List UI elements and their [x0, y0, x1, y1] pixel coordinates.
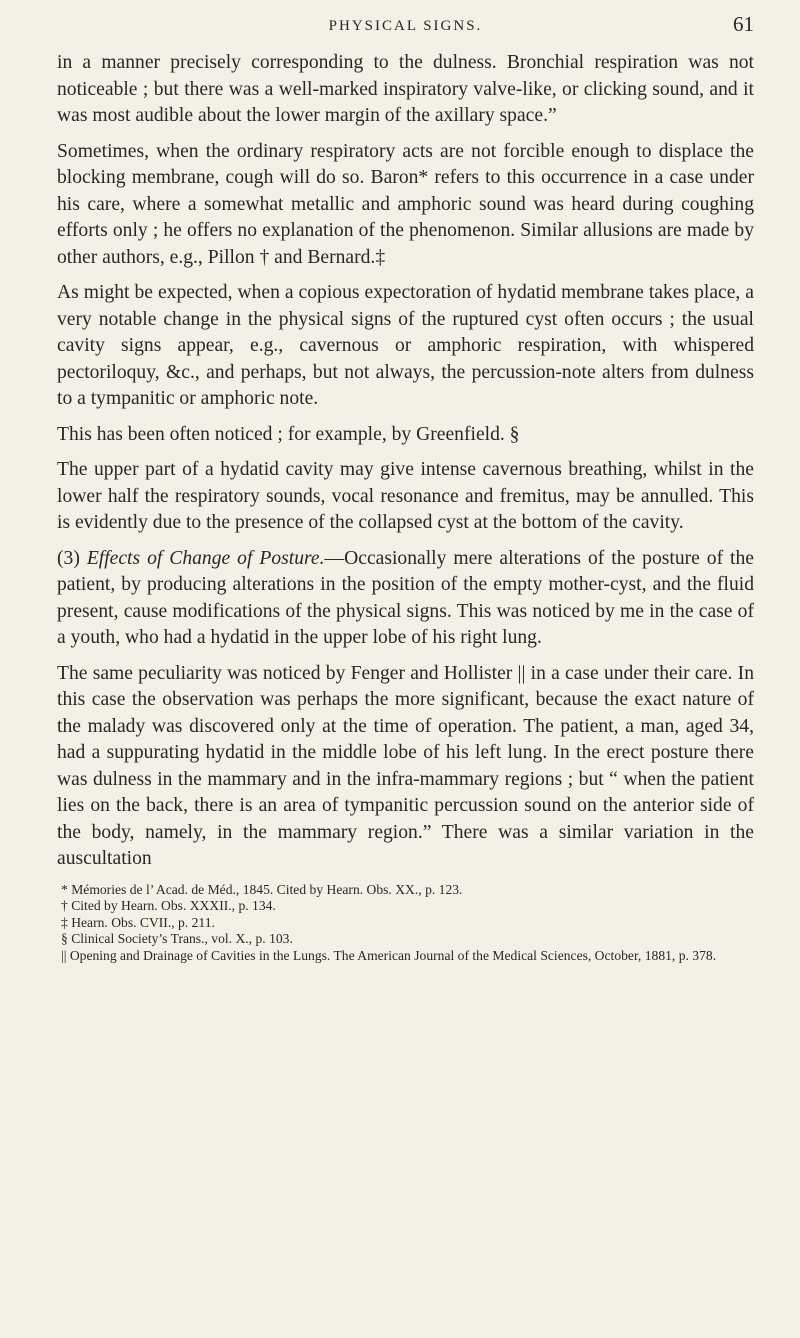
running-head: PHYSICAL SIGNS. [328, 18, 483, 34]
footnotes [57, 882, 754, 965]
footnote: * Mémories de l’ Acad. de Méd., 1845. Cited by Hearn. Obs. XX., p. 123. [61, 881, 463, 897]
page-header [57, 0, 754, 50]
paragraph-greenfield: This has been often noticed ; for example, by Greenfield. § [57, 423, 520, 445]
footnote: ‡ Hearn. Obs. CVII., p. 211. [61, 914, 215, 930]
paragraph-fenger-hollister: The same peculiarity was noticed by Fenger and Hollister || in a case under their care. In this case the observation was perhaps the more significant, because the exact nature of the malady was discovered only at the time of operation. The patient, a man, aged 34, had a suppurating hydatid in the middle lobe of his left lung. In the erect posture there was dulness in the mammary and in the infra-mammary regions ; but “ when the patient lies on the back, there is an area of tympanitic percussion sound on the anterior side of the body, namely, in the mammary region.” There was a similar variation in the auscultation [57, 662, 754, 869]
section-text: —Occasionally mere alterations of the posture of the patient, by producing alterations in the position of the empty mother-cyst, and the fluid present, cause modifications of the physical signs. This was noticed by me in the case of a youth, who had a hydatid in the upper lobe of his right lung. [57, 547, 754, 648]
footnote: § Clinical Society’s Trans., vol. X., p. 103. [61, 931, 293, 946]
footnote: || Opening and Drainage of Cavities in the Lungs. The American Journal of the Medical Sciences, October, 1881, p. 378. [61, 947, 717, 963]
paragraph-expectoration: As might be expected, when a copious expectoration of hydatid membrane takes place, a very notable change in the physical signs of the ruptured cyst often occurs ; the usual cavity signs appear, e.g., cavernous or amphoric respiration, with whispered pectoriloquy, &c., and perhaps, but not always, the percussion-note alters from dulness to a tympanitic or amphoric note. [57, 282, 754, 409]
body-text [57, 50, 754, 873]
page-number: 61 [733, 12, 754, 36]
paragraph-cavity-breathing: The upper part of a hydatid cavity may give intense cavernous breathing, whilst in the lower half the respiratory sounds, vocal resonance and fremitus, may be annulled. This is evidently due to the presence of the collapsed cyst at the bottom of the cavity. [57, 459, 754, 533]
footnote: † Cited by Hearn. Obs. XXXII., p. 134. [61, 898, 276, 913]
paragraph-continuation: in a manner precisely corresponding to the dulness. Bronchial respiration was not noticeable ; but there was a well-marked inspiratory valve-like, or clicking sound, and it was most audible about the lower margin of the axillary space.” [57, 52, 754, 126]
section-heading: Effects of Change of Posture. [86, 547, 325, 569]
paragraph-cough: Sometimes, when the ordinary respiratory acts are not forcible enough to displace the blocking membrane, cough will do so. Baron* refers to this occurrence in a case under his care, where a somewhat metallic and amphoric sound was heard during coughing efforts only ; he offers no explanation of the phenomenon. Similar allusions are made by other authors, e.g., Pillon † and Bernard.‡ [57, 140, 754, 268]
paragraph-posture [57, 546, 754, 652]
section-number: (3) [57, 547, 80, 569]
